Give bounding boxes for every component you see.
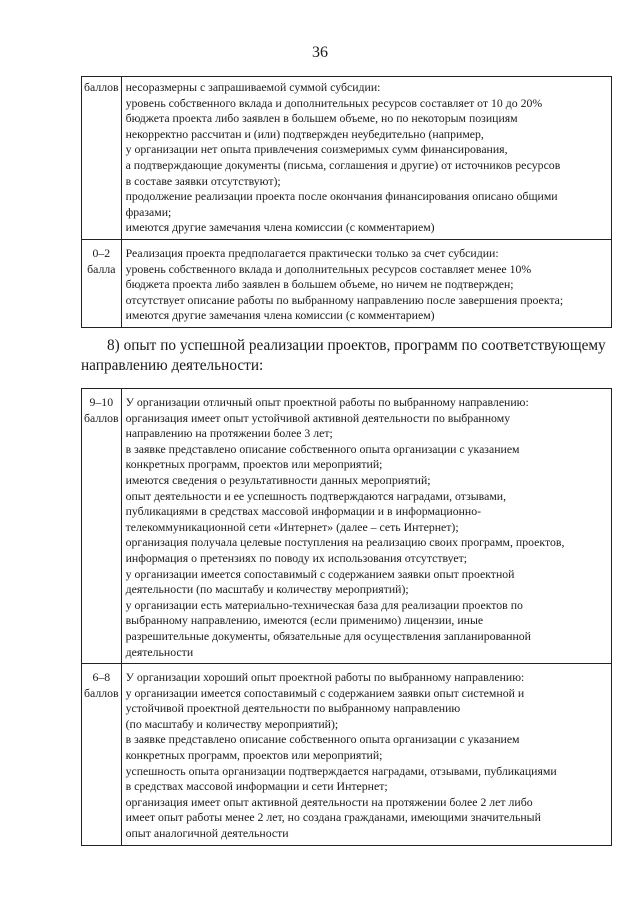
criteria-line: разрешительные документы, обязательные для осуществления запланированной (125, 628, 531, 643)
criteria-line: конкретных программ, проектов или мероприятий; (125, 748, 383, 763)
criteria-line: а подтверждающие документы (письма, соглашения и другие) от источников ресурсов (125, 157, 561, 172)
score-range: 0–2 (92, 245, 111, 260)
table-row (82, 77, 612, 240)
section-heading-line: направлению деятельности: (81, 357, 264, 374)
criteria-line: у организации имеется сопоставимый с содержанием заявки опыт системной и (125, 685, 525, 700)
criteria-line: организация имеет опыт устойчивой активной деятельности по выбранному (125, 410, 511, 425)
criteria-line: У организации отличный опыт проектной работы по выбранному направлению: (125, 395, 529, 409)
section-heading (81, 336, 612, 376)
criteria-line: в заявке представлено описание собственного опыта организации с указанием (125, 441, 520, 456)
criteria-line: конкретных программ, проектов или мероприятий; (125, 457, 383, 472)
score-range: 9–10 (89, 395, 114, 409)
criteria-line: направлению на протяжении более 3 лет; (125, 426, 333, 441)
criteria-line: уровень собственного вклада и дополнительных ресурсов составляет менее 10% (125, 261, 532, 276)
criteria-line: успешность опыта организации подтверждается наградами, отзывами, публикациями (125, 763, 557, 778)
score-cell (82, 389, 122, 664)
criteria-cell (121, 389, 611, 664)
criteria-line: деятельности (125, 644, 194, 659)
criteria-line: у организации нет опыта привлечения соизмеримых сумм финансирования, (125, 142, 508, 157)
criteria-line: в составе заявки отсутствуют); (125, 173, 281, 188)
criteria-line: опыт деятельности и ее успешность подтверждаются наградами, отзывами, (125, 488, 507, 503)
criteria-line: Реализация проекта предполагается практически только за счет субсидии: (125, 245, 499, 260)
criteria-line: деятельности (по масштабу и количеству мероприятий); (125, 582, 409, 597)
criteria-line: бюджета проекта либо заявлен в большем объеме, но по некоторым позициям (125, 111, 518, 126)
criteria-line: бюджета проекта либо заявлен в большем объеме, но ничем не подтвержден; (125, 277, 514, 292)
criteria-line: У организации хороший опыт проектной работы по выбранному направлению: (125, 670, 525, 685)
score-unit: баллов (84, 410, 119, 425)
criteria-line: опыт аналогичной деятельности (125, 826, 289, 841)
score-cell (82, 77, 122, 240)
table-row (82, 389, 612, 664)
criteria-line: выбранному направлению, имеются (если применимо) лицензии, иные (125, 613, 484, 628)
score-unit: баллов (84, 685, 119, 700)
table-row (82, 664, 612, 846)
criteria-line: организация имеет опыт активной деятельности на протяжении более 2 лет либо (125, 794, 533, 809)
page-number: 36 (312, 44, 328, 61)
table-row (82, 239, 612, 327)
criteria-line: в средствах массовой информации и сети Интернет; (125, 779, 388, 794)
criteria-table-funding (81, 76, 612, 328)
criteria-line: продолжение реализации проекта после окончания финансирования описано общими (125, 189, 558, 204)
section-heading-line: 8) опыт по успешной реализации проектов, программ по соответствующему (107, 337, 606, 354)
score-label: баллов (84, 80, 119, 94)
score-cell (82, 239, 122, 327)
criteria-line: устойчивой проектной деятельности по выбранному направлению (125, 701, 461, 716)
criteria-line: (по масштабу и количеству мероприятий); (125, 716, 339, 731)
criteria-line: в заявке представлено описание собственного опыта организации с указанием (125, 732, 520, 747)
criteria-line: имеет опыт работы менее 2 лет, но создана гражданами, имеющими значительный (125, 810, 541, 825)
criteria-line: публикациями в средствах массовой информации и в информационно- (125, 504, 482, 519)
criteria-table-experience (81, 388, 612, 846)
criteria-line: отсутствует описание работы по выбранному направлению после завершения проекта; (125, 292, 564, 307)
criteria-line: имеются сведения о результативности данных мероприятий; (125, 472, 431, 487)
criteria-line: имеются другие замечания члена комиссии (с комментарием) (125, 220, 435, 235)
criteria-line: фразами; (125, 204, 172, 219)
criteria-line: организация получала целевые поступления на реализацию своих программ, проектов, (125, 535, 565, 550)
criteria-line: некорректно рассчитан и (или) подтвержден неубедительно (например, (125, 126, 484, 141)
criteria-line: уровень собственного вклада и дополнительных ресурсов составляет от 10 до 20% (125, 95, 543, 110)
criteria-line: несоразмерны с запрашиваемой суммой субсидии: (125, 80, 381, 94)
criteria-cell (121, 77, 611, 240)
criteria-line: телекоммуникационной сети «Интернет» (далее – сеть Интернет); (125, 519, 459, 534)
criteria-line: у организации есть материально-техническая база для реализации проектов по (125, 597, 523, 612)
score-unit: балла (87, 261, 116, 276)
score-cell (82, 664, 122, 846)
criteria-line: имеются другие замечания члена комиссии (с комментарием) (125, 308, 435, 323)
score-range: 6–8 (92, 670, 111, 685)
criteria-cell (121, 664, 611, 846)
criteria-line: у организации имеется сопоставимый с содержанием заявки опыт проектной (125, 566, 515, 581)
criteria-line: информация о претензиях по поводу их использования отсутствует; (125, 550, 468, 565)
criteria-cell (121, 239, 611, 327)
